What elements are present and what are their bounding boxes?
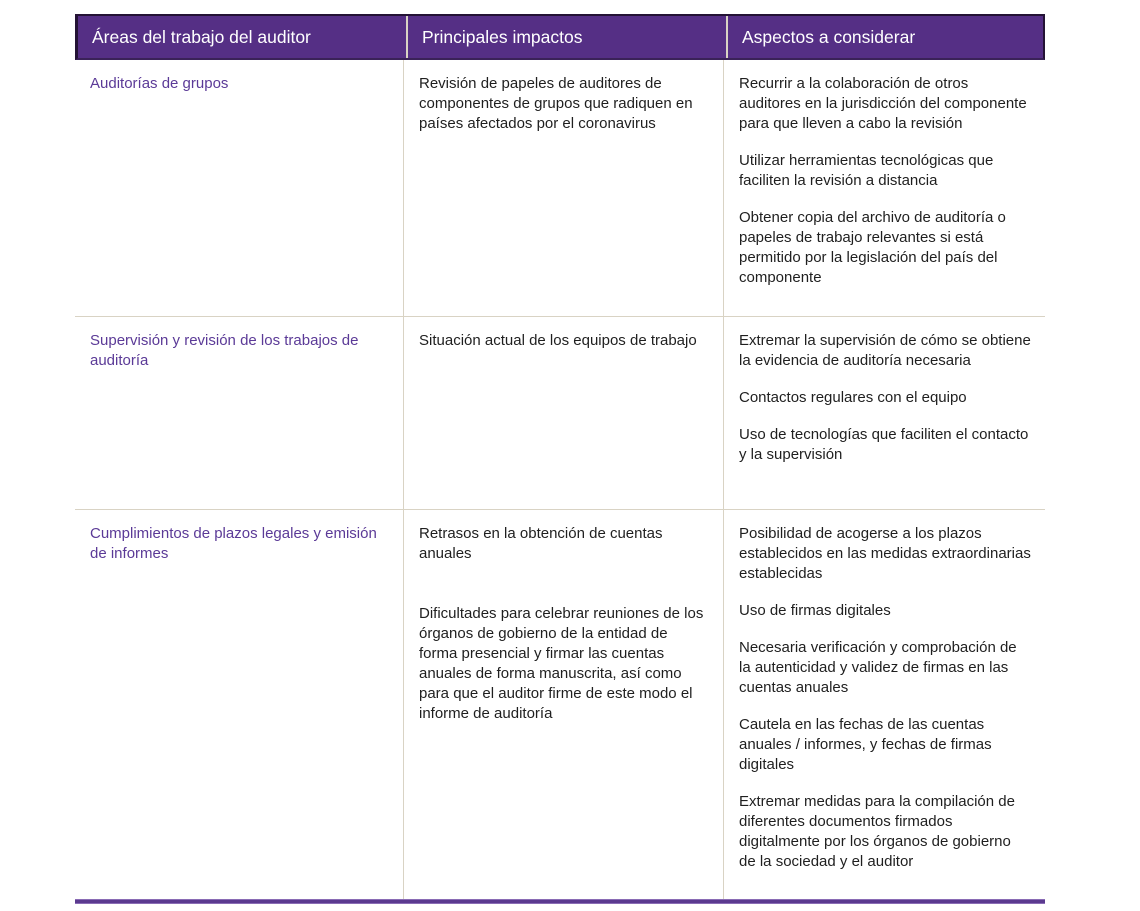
table-row-supervision-revision [75, 316, 1045, 509]
aspecto-paragraph: Contactos regulares con el equipo [739, 389, 967, 406]
cell-aspectos-plazos-legales [723, 509, 1045, 899]
aspecto-paragraph: Uso de firmas digitales [739, 602, 891, 619]
table-row-auditorias-grupos [75, 60, 1045, 316]
cell-area-plazos-legales [75, 509, 403, 899]
cell-impactos-plazos-legales [403, 509, 723, 899]
cell-area-auditorias-grupos [75, 60, 403, 316]
aspecto-paragraph: Recurrir a la colaboración de otros auditores en la jurisdicción del componente para que lleven a cabo la revisión [739, 75, 1027, 132]
cell-impactos-supervision-revision [403, 316, 723, 509]
cell-aspectos-auditorias-grupos [723, 60, 1045, 316]
aspecto-paragraph: Necesaria verificación y comprobación de la autenticidad y validez de firmas en las cuentas anuales [739, 639, 1017, 696]
area-label: Supervisión y revisión de los trabajos de auditoría [90, 332, 359, 369]
cell-area-supervision-revision [75, 316, 403, 509]
impacto-paragraph: Retrasos en la obtención de cuentas anuales [419, 525, 663, 562]
table-header-row [75, 14, 1045, 60]
aspecto-paragraph: Cautela en las fechas de las cuentas anuales / informes, y fechas de firmas digitales [739, 716, 992, 773]
aspecto-paragraph: Extremar medidas para la compilación de diferentes documentos firmados digitalmente por los órganos de gobierno de la sociedad y el auditor [739, 793, 1015, 870]
table-bottom-rule [75, 899, 1045, 904]
impacto-paragraph: Dificultades para celebrar reuniones de los órganos de gobierno de la entidad de forma presencial y firmar las cuentas anuales de forma manuscrita, así como para que el auditor firme de este modo el informe de auditoría [419, 605, 704, 722]
table-row-plazos-legales [75, 509, 1045, 899]
area-label: Cumplimientos de plazos legales y emisión de informes [90, 525, 377, 562]
table-body [75, 60, 1045, 899]
audit-impact-table [75, 14, 1045, 904]
header-principales-impactos: Principales impactos [406, 16, 726, 58]
area-label: Auditorías de grupos [90, 75, 229, 92]
aspecto-paragraph: Posibilidad de acogerse a los plazos establecidos en las medidas extraordinarias establecidas [739, 525, 1031, 582]
header-aspectos-considerar: Aspectos a considerar [726, 16, 1048, 58]
impacto-paragraph: Situación actual de los equipos de trabajo [419, 332, 697, 349]
cell-impactos-auditorias-grupos [403, 60, 723, 316]
aspecto-paragraph: Extremar la supervisión de cómo se obtiene la evidencia de auditoría necesaria [739, 332, 1031, 369]
cell-aspectos-supervision-revision [723, 316, 1045, 509]
aspecto-paragraph: Obtener copia del archivo de auditoría o papeles de trabajo relevantes si está permitido por la legislación del país del componente [739, 209, 1006, 286]
impacto-paragraph: Revisión de papeles de auditores de componentes de grupos que radiquen en países afectados por el coronavirus [419, 75, 693, 132]
aspecto-paragraph: Utilizar herramientas tecnológicas que faciliten la revisión a distancia [739, 152, 994, 189]
aspecto-paragraph: Uso de tecnologías que faciliten el contacto y la supervisión [739, 426, 1029, 463]
header-areas-trabajo: Áreas del trabajo del auditor [92, 27, 311, 47]
